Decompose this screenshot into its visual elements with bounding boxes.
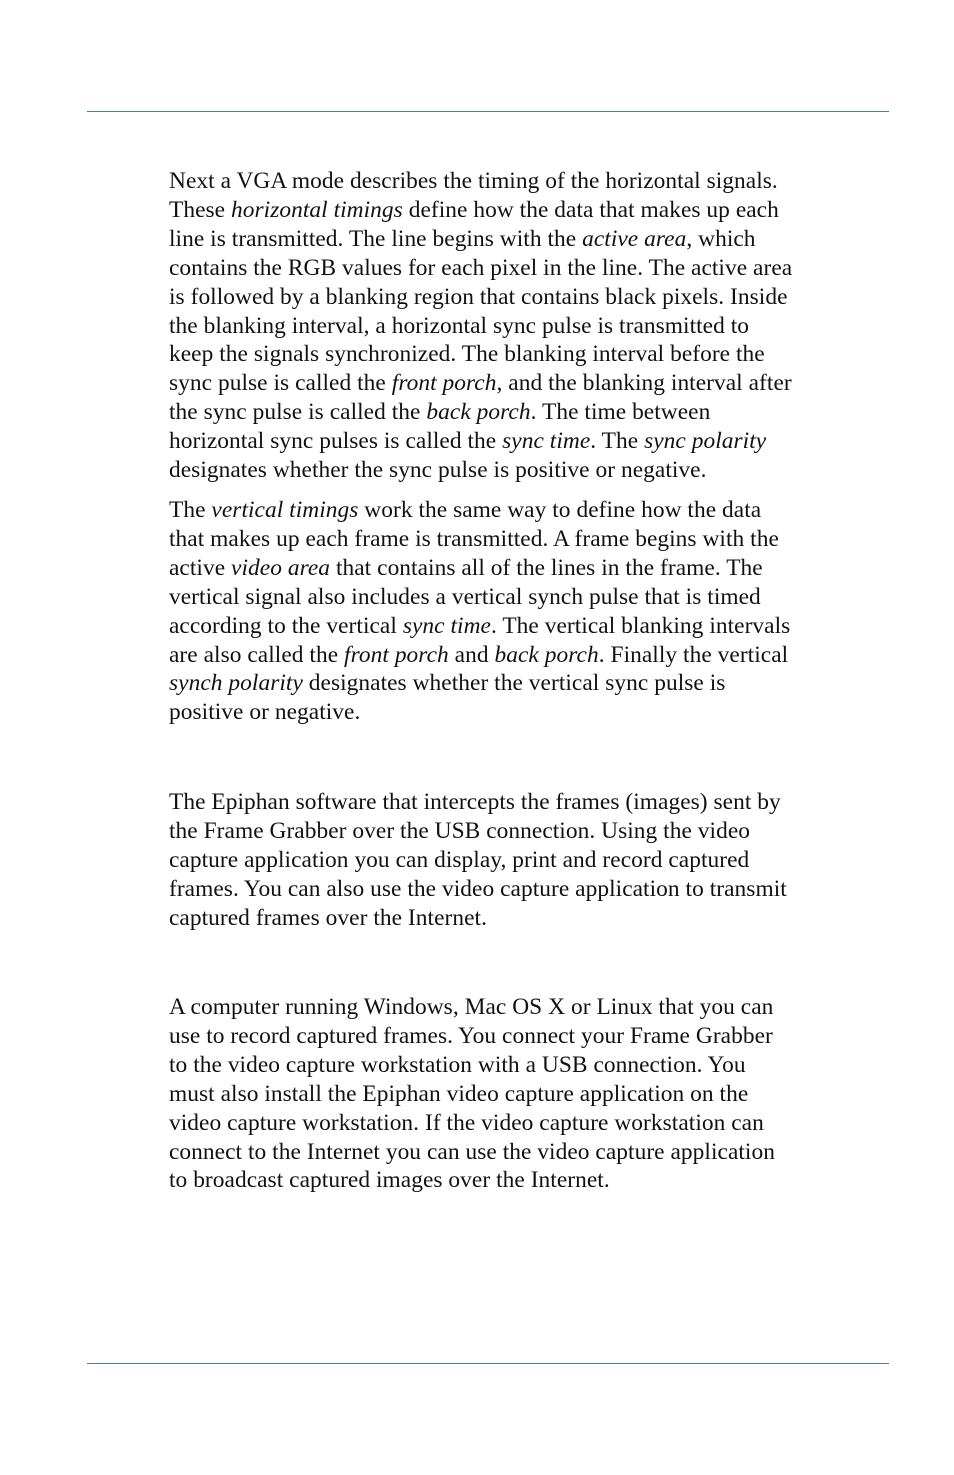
text-line [169, 612, 869, 641]
text-line [169, 1022, 869, 1051]
text-line [169, 875, 869, 904]
text-run: work the same way to define how the data [358, 497, 762, 523]
text-line [169, 1080, 869, 1109]
text-run: keep the signals synchronized. The blanking interval before the [169, 341, 765, 368]
text-line [169, 669, 869, 698]
text-run: The [169, 497, 212, 523]
paragraph-video-capture-application [169, 788, 869, 933]
paragraph-horizontal-timings [169, 167, 869, 485]
text-line [169, 846, 869, 875]
text-line [169, 456, 869, 485]
text-run: to the video capture workstation with a USB connection. You [169, 1051, 746, 1078]
text-run: positive or negative. [169, 699, 361, 726]
text-line [169, 340, 869, 369]
text-run: , and the blanking interval after [496, 370, 792, 397]
text-line [169, 283, 869, 312]
text-line [169, 1109, 869, 1138]
text-run: and [448, 641, 495, 668]
text-run: contains the RGB values for each pixel in the line. The active area [169, 254, 793, 281]
text-run: must also install the Epiphan video capture application on the [169, 1080, 749, 1107]
text-run: the blanking interval, a horizontal sync pulse is transmitted to [169, 312, 750, 339]
text-run: vertical signal also includes a vertical synch pulse that is timed [169, 583, 761, 610]
text-run: capture application you can display, print and record captured [169, 846, 750, 873]
italic-term: front porch [344, 641, 449, 668]
text-run: sync pulse is called the [169, 370, 392, 397]
text-line [169, 583, 869, 612]
text-run: A computer running Windows, Mac OS X or Linux that you can [169, 994, 774, 1020]
text-line [169, 167, 869, 196]
text-run: to broadcast captured images over the Internet. [169, 1167, 610, 1194]
text-run: The Epiphan software that intercepts the frames (images) sent by [169, 789, 781, 815]
text-run: Next a VGA mode describes the timing of the horizontal signals. [169, 168, 778, 194]
italic-term: sync time [502, 428, 591, 455]
text-run: captured frames over the Internet. [169, 904, 487, 931]
italic-term: video area [231, 554, 331, 581]
text-run: is followed by a blanking region that contains black pixels. Inside [169, 283, 788, 310]
text-run: line is transmitted. The line begins with the [169, 225, 583, 252]
text-run: the sync pulse is called the [169, 399, 427, 426]
text-line [169, 993, 869, 1022]
italic-term: vertical timings [211, 497, 359, 523]
text-line [169, 427, 869, 456]
text-line [169, 788, 869, 817]
text-line [169, 254, 869, 283]
italic-term: sync time [402, 612, 491, 639]
text-line [169, 369, 869, 398]
text-line [169, 1166, 869, 1195]
text-line [169, 641, 869, 670]
text-line [169, 525, 869, 554]
text-line [169, 904, 869, 933]
text-run: frames. You can also use the video capture application to transmit [169, 875, 787, 902]
text-line [169, 496, 869, 525]
text-run: , which [686, 225, 756, 252]
text-run: that makes up each frame is transmitted. A frame begins with the [169, 525, 779, 552]
text-line [169, 554, 869, 583]
text-line [169, 398, 869, 427]
text-line [169, 698, 869, 727]
text-run: horizontal sync pulses is called the [169, 428, 503, 455]
italic-term: front porch [391, 370, 497, 397]
italic-term: back porch [426, 399, 531, 426]
text-line [169, 1051, 869, 1080]
text-run: define how the data that makes up each [402, 196, 779, 223]
footer-rule [87, 1363, 889, 1364]
text-run: . Finally the vertical [598, 641, 789, 668]
text-line [169, 1138, 869, 1167]
italic-term: sync polarity [644, 428, 767, 455]
text-line [169, 225, 869, 254]
paragraph-vertical-timings [169, 496, 869, 727]
text-run: are also called the [169, 641, 345, 668]
text-run: These [169, 196, 231, 223]
paragraph-video-capture-workstation [169, 993, 869, 1195]
text-run: video capture workstation. If the video capture workstation can [169, 1109, 764, 1136]
text-run: . The time between [530, 399, 711, 426]
text-run: . The vertical blanking intervals [490, 612, 791, 639]
text-run: use to record captured frames. You connect your Frame Grabber [169, 1022, 773, 1049]
text-line [169, 196, 869, 225]
text-run: that contains all of the lines in the frame. The [330, 554, 763, 581]
header-rule [87, 111, 889, 112]
text-run: according to the vertical [169, 612, 403, 639]
text-run: . The [590, 428, 645, 455]
text-run: designates whether the sync pulse is positive or negative. [169, 457, 707, 484]
text-run: the Frame Grabber over the USB connection. Using the video [169, 817, 751, 844]
text-line [169, 312, 869, 341]
italic-term: synch polarity [169, 670, 303, 697]
text-line [169, 817, 869, 846]
italic-term: back porch [494, 641, 599, 668]
text-run: connect to the Internet you can use the video capture application [169, 1138, 775, 1165]
text-run: designates whether the vertical sync pulse is [302, 670, 726, 697]
text-run: active [169, 554, 232, 581]
italic-term: horizontal timings [231, 196, 403, 223]
italic-term: active area [582, 225, 687, 252]
